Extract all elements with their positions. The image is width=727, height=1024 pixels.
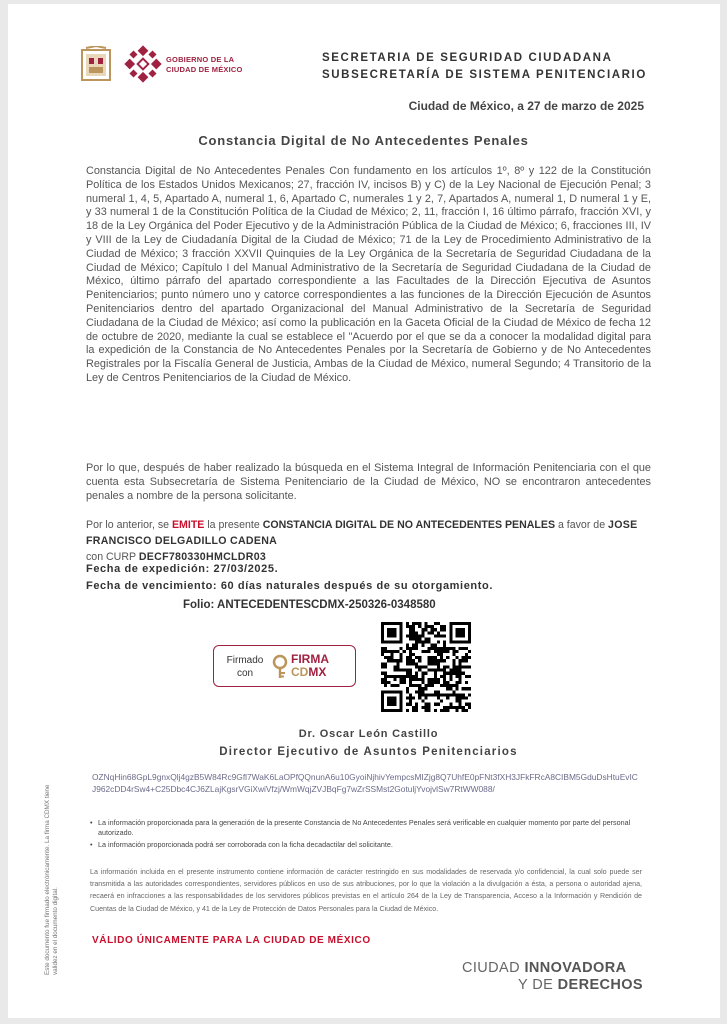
secretaria-title: SECRETARIA DE SEGURIDAD CIUDADANA	[322, 52, 613, 64]
key-icon	[270, 654, 290, 680]
subsecretaria-title: SUBSECRETARÍA DE SISTEMA PENITENCIARIO	[322, 69, 647, 81]
cdmx-coat-of-arms-logo	[80, 46, 112, 84]
verification-qr-code[interactable]	[381, 622, 471, 712]
document-title: Constancia Digital de No Antecedentes Penales	[198, 133, 529, 148]
notes-list	[90, 818, 650, 852]
side-signature-note: Este documento fue firmado electrónicamente. La firma CDMX tiene validez en el documento digital.	[44, 784, 59, 975]
list-item: • La información proporcionada podrá ser corroborada con la ficha decadactilar del solicitante.	[90, 840, 650, 850]
issuance-statement: Por lo anterior, se EMITE la presente CONSTANCIA DIGITAL DE NO ANTECEDENTES PENALES a favor de JOSE FRANCISCO DELGADILLO CADENA con CURP DECF780330HMCLDR03	[86, 519, 638, 563]
list-item: • La información proporcionada para la generación de la presente Constancia de No Antecedentes Penales será verificable en cualquier momento por parte del personal autorizado.	[90, 818, 650, 838]
legal-basis-paragraph: Constancia Digital de No Antecedentes Penales Con fundamento en los artículos 1º, 8º y 122 de la Constitución Política de los Estados Unidos Mexicanos; 27, fracción IV, incisos B) y C) de la Ley Nacional de Ejecución Penal; 3 numeral 1, 4, 5, Apartado A, numeral 1, 6, Apartado C, numerales 1 y 2, 7, Apartados A, numeral 1, D numeral 1 y E, y 33 numeral 1 de la Constitución Política de la Ciudad de México; 2, 11, fracción I, 16 último párrafo, fracción XVI, y 18 de la Ley Orgánica del Poder Ejecutivo y de la Administración Pública de la Ciudad de México; 6, fracciones III, IV y VIII de la Ley de Ciudadanía Digital de la Ciudad de México; 71 de la Ley de Procedimiento Administrativo de la Ciudad de México; 3 fracción XXVII Quinquies de la Ley Orgánica de la Secretaría de Seguridad Ciudadana de la Ciudad de México; Capítulo I del Manual Administrativo de la Secretaría de Seguridad Ciudadana de la Ciudad de México, último párrafo del apartado correspondiente a las Facultades de la Dirección Ejecutiva de Asuntos Penitenciarios; punto número uno y catorce correspondientes a las funciones de la Dirección Ejecución de Asuntos Penitenciarios dentro del apartado Organizacional del Manual Administrativo de la Secretaría de Seguridad Ciudadana de la Ciudad de México; así como la publicación en la Gaceta Oficial de la Ciudad de México de fecha 12 de octubre de 2020, mediante la cual se establece el "Acuerdo por el que se da a conocer la modalidad digital para la expedición de la Constancia de No Antecedentes Penales por la Secretaría de Gobierno y de No Antecedentes Registrales por la Fiscalía General de Justicia, Ambas de la Ciudad de México, numeral Segundo; 4 Transitorio de la Ley de Centros Penitenciarios de la Ciudad de México.	[86, 165, 651, 384]
applicant-name: JOSE FRANCISCO DELGADILLO CADENA	[86, 519, 638, 547]
cdmx-motto: CIUDAD INNOVADORA Y DE DERECHOS	[462, 960, 644, 993]
expiration-note: Fecha de vencimiento: 60 días naturales después de su otorgamiento.	[86, 580, 493, 592]
validity-notice: VÁLIDO ÚNICAMENTE PARA LA CIUDAD DE MÉXICO	[92, 935, 371, 946]
issue-date: Fecha de expedición: 27/03/2025.	[86, 563, 279, 575]
folio-number: Folio: ANTECEDENTESCDMX-250326-0348580	[183, 599, 436, 611]
agency-header	[322, 50, 647, 84]
government-name: GOBIERNO DE LA CIUDAD DE MÉXICO	[166, 55, 243, 74]
issue-place-date: Ciudad de México, a 27 de marzo de 2025	[408, 99, 644, 113]
applicant-curp: DECF780330HMCLDR03	[138, 551, 267, 563]
signer-role: Director Ejecutivo de Asuntos Penitenciarios	[219, 746, 518, 758]
emite-keyword: EMITE	[171, 519, 205, 531]
search-result-paragraph: Por lo que, después de haber realizado la búsqueda en el Sistema Integral de Información Penitenciaria con el que cuenta esta Subsecretaría de Sistema Penitenciario de la Ciudad de México, NO se encontraron antecedentes penales a nombre de la persona solicitante.	[86, 462, 651, 502]
document-type: CONSTANCIA DIGITAL DE NO ANTECEDENTES PENALES	[262, 519, 556, 531]
cdmx-government-logo	[124, 44, 162, 84]
signer-name: Dr. Oscar León Castillo	[298, 728, 439, 740]
firma-cdmx-stamp: Firmado con FIRMA CDMX	[213, 645, 356, 687]
digital-signature-hash: OZNqHin68GpL9gnxQlj4gzB5W84Rc9Gfl7WaK6LaOPfQQnunA6u10GyoiNjhivYempcsMIZjg8Q7UhfE0pFNt3fXH3JFkFRcA8CIBM5GduDsHtuEvICJ962cDD4rSw4+C25Dbc4CJ6ZLajKgsrVGiXwiVfzj/WmWqjZVJBqFg7wZrSSMst2GotuljYvojvlSw7RtWW088/	[92, 772, 638, 794]
privacy-notice: La información incluida en el presente instrumento contiene información de carácter restringido en sus modalidades de reservada y/o confidencial, la cual solo puede ser transmitida a las autoridades correspondientes, servidores públicos en uso de sus atribuciones, por lo que la violación a la divulgación a ésta, a persona o autoridad ajena, recaerá en infracciones a las responsabilidades de los servidores públicos previstas en el artículo 264 de la Ley de Transparencia, Acceso a la Información y Rendición de Cuentas de la Ciudad de México, y 41 de la Ley de Protección de Datos Personales para la Ciudad de México.	[90, 868, 642, 913]
